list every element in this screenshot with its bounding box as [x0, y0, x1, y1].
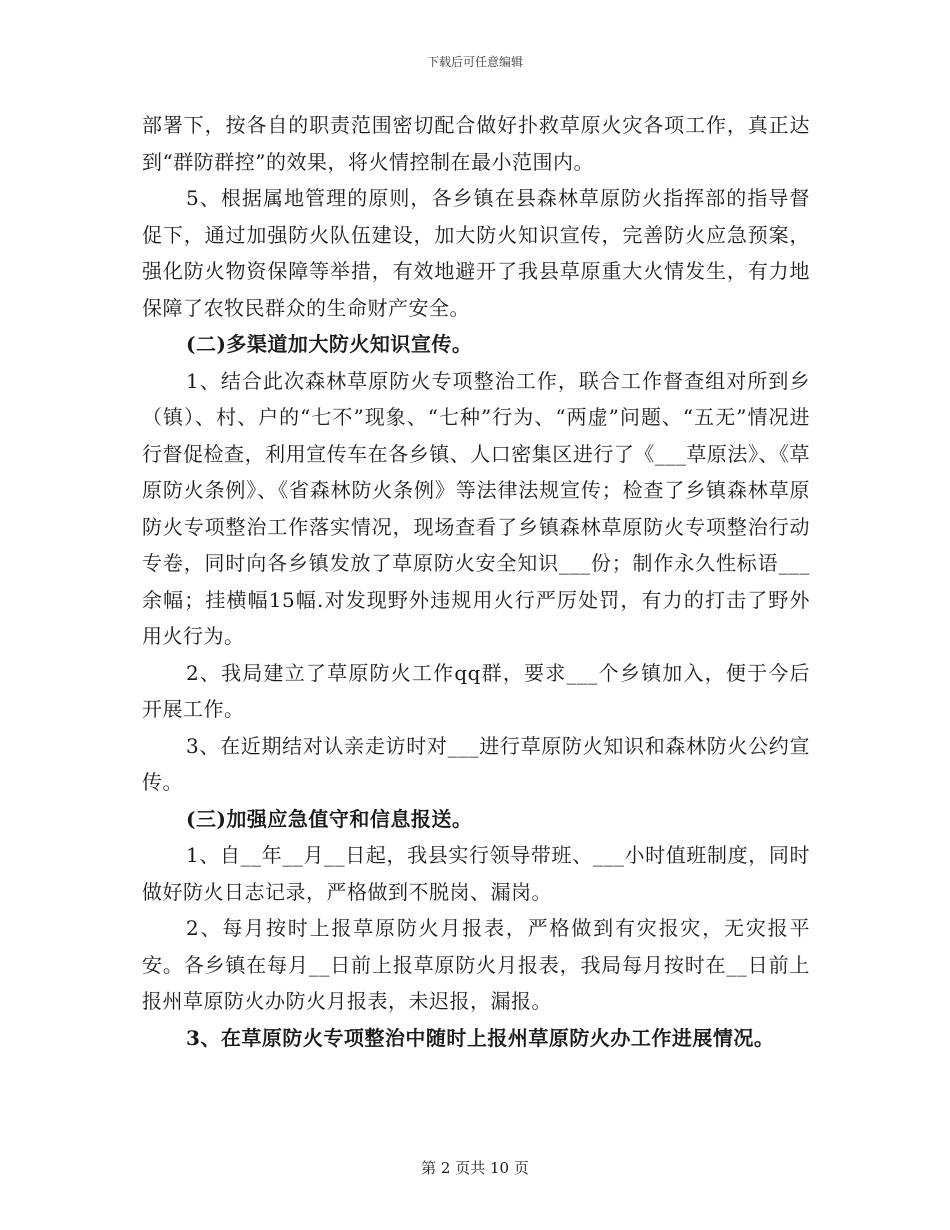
bold-paragraph: 3、在草原防火专项整治中随时上报州草原防火办工作进展情况。 — [186, 1025, 775, 1050]
body-paragraph: 部署下，按各自的职责范围密切配合做好扑救草原火灾各项工作，真正达到“群防群控”的效果，将火情控制在最小范围内。 — [142, 113, 810, 174]
body-paragraph: 1、结合此次森林草原防火专项整治工作，联合工作督查组对所到乡（镇）、村、户的“七不”现象、“七种”行为、“两虚”问题、“五无”情况进行督促检查，利用宣传车在各乡镇、人口密集区进行了《___草原法》、《草原防火条例》、《省森林防火条例》等法律法规宣传；检查了乡镇森林草原防火专项整治工作落实情况，现场查看了乡镇森林草原防火专项整治行动专卷，同时向各乡镇发放了草原防火安全知识___份；制作永久性标语___余幅；挂横幅15幅.对发现野外违规用火行严厉处罚，有力的打击了野外用火行为。 — [142, 368, 810, 648]
section-heading: (三)加强应急值守和信息报送。 — [186, 806, 473, 831]
body-paragraph: 5、根据属地管理的原则，各乡镇在县森林草原防火指挥部的指导督促下，通过加强防火队伍建设，加大防火知识宣传，完善防火应急预案，强化防火物资保障等举措，有效地避开了我县草原重大火情发生，有力地保障了农牧民群众的生命财产安全。 — [142, 186, 810, 320]
body-paragraph: 2、我局建立了草原防火工作qq群，要求___个乡镇加入，便于今后开展工作。 — [142, 660, 810, 721]
body-paragraph: 1、自__年__月__日起，我县实行领导带班、___小时值班制度，同时做好防火日志记录，严格做到不脱岗、漏岗。 — [142, 843, 810, 904]
body-paragraph: 2、每月按时上报草原防火月报表，严格做到有灾报灾，无灾报平安。各乡镇在每月__日前上报草原防火月报表，我局每月按时在__日前上报州草原防火办防火月报表，未迟报，漏报。 — [142, 916, 810, 1013]
page-number: 第 2 页共 10 页 — [421, 1159, 529, 1177]
document-body — [142, 107, 810, 1056]
body-paragraph: 3、在近期结对认亲走访时对___进行草原防火知识和森林防火公约宣传。 — [142, 733, 810, 794]
section-heading: (二)多渠道加大防火知识宣传。 — [186, 332, 473, 356]
page-header: 下载后可任意编辑 — [426, 55, 523, 69]
